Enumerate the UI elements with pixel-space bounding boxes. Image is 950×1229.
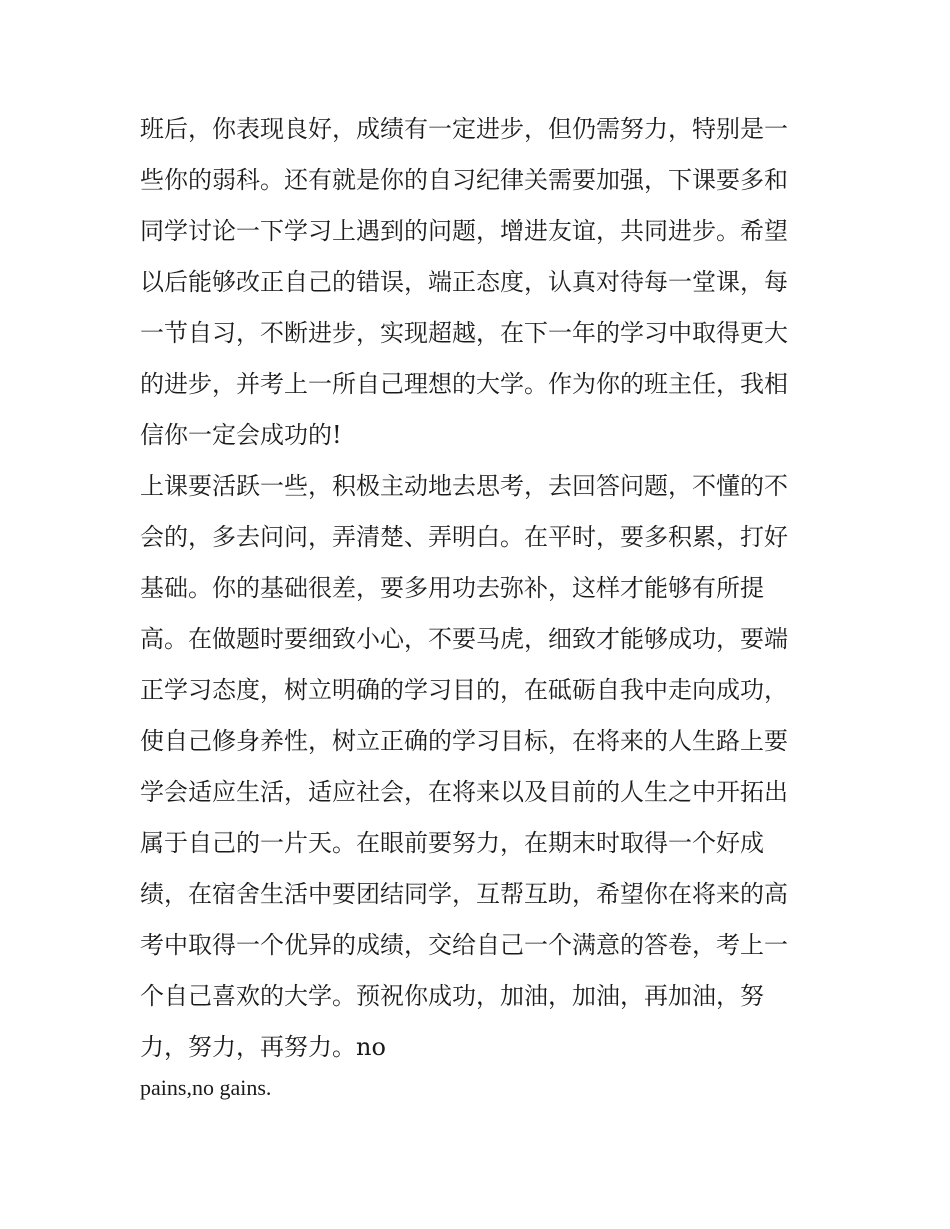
text-line: 绩，在宿舍生活中要团结同学，互帮互助，希望你在将来的高 — [140, 880, 788, 908]
text-line: 班后，你表现良好，成绩有一定进步，但仍需努力，特别是一 — [140, 115, 788, 143]
text-line: 些你的弱科。还有就是你的自习纪律关需要加强，下课要多和 — [140, 166, 788, 194]
text-line: 力，努力，再努力。no — [140, 1033, 386, 1061]
text-line: 个自己喜欢的大学。预祝你成功，加油，加油，再加油，努 — [140, 982, 764, 1010]
paragraph-2 — [140, 461, 820, 1073]
paragraph-3 — [140, 1066, 820, 1110]
text-line: 一节自习，不断进步，实现超越，在下一年的学习中取得更大 — [140, 319, 788, 347]
text-line: 正学习态度，树立明确的学习目的，在砥砺自我中走向成功， — [140, 676, 788, 704]
text-line: 会的，多去问问，弄清楚、弄明白。在平时，要多积累，打好 — [140, 523, 788, 551]
text-line: 的进步，并考上一所自己理想的大学。作为你的班主任，我相 — [140, 370, 788, 398]
text-line: pains,no gains. — [140, 1075, 272, 1100]
text-line: 基础。你的基础很差，要多用功去弥补，这样才能够有所提 — [140, 574, 764, 602]
text-line: 学会适应生活，适应社会，在将来以及目前的人生之中开拓出 — [140, 778, 788, 806]
text-line: 考中取得一个优异的成绩，交给自己一个满意的答卷，考上一 — [140, 931, 788, 959]
text-line: 信你一定会成功的! — [140, 421, 342, 449]
text-line: 同学讨论一下学习上遇到的问题，增进友谊，共同进步。希望 — [140, 217, 788, 245]
text-line: 上课要活跃一些，积极主动地去思考，去回答问题，不懂的不 — [140, 472, 788, 500]
text-line: 属于自己的一片天。在眼前要努力，在期末时取得一个好成 — [140, 829, 764, 857]
text-line: 以后能够改正自己的错误，端正态度，认真对待每一堂课，每 — [140, 268, 788, 296]
text-line: 使自己修身养性，树立正确的学习目标，在将来的人生路上要 — [140, 727, 788, 755]
paragraph-1 — [140, 104, 820, 461]
text-line: 高。在做题时要细致小心，不要马虎，细致才能够成功，要端 — [140, 625, 788, 653]
